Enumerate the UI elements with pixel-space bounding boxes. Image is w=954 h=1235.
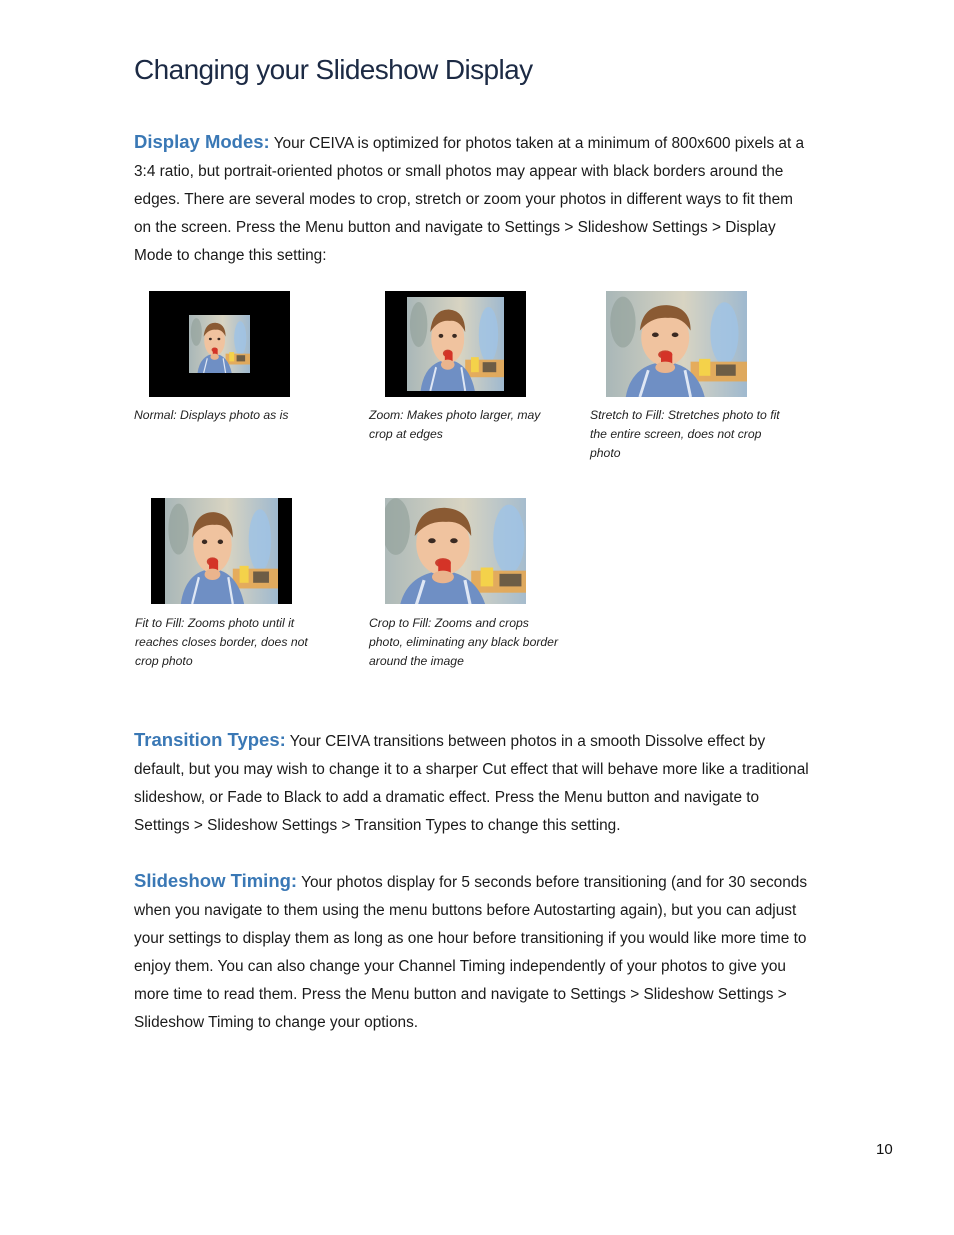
display-modes-heading: Display Modes: xyxy=(134,131,270,152)
figure-fit-mode xyxy=(151,498,292,604)
caption-fit-mode: Fit to Fill: Zooms photo until it reaches closes border, does not crop photo xyxy=(135,616,308,668)
figure-zoom-mode xyxy=(385,291,526,397)
caption-zoom-mode: Zoom: Makes photo larger, may crop at edges xyxy=(369,408,541,441)
slideshow-timing-text: Your photos display for 5 seconds before transitioning (and for 30 seconds when you navigate to them using the menu buttons before Autostarting again), but you can adjust your settings to display them as long as one hour before transitioning if you would like more time to enjoy them. You can also change your Channel Timing independently of your photos to give you more time to read them. Press the Menu button and navigate to Settings > Slideshow Settings > Slideshow Timing to change your options. xyxy=(134,874,808,1031)
transition-types-paragraph xyxy=(134,726,810,840)
photo-stretch-mode xyxy=(606,291,747,397)
slideshow-timing-heading: Slideshow Timing: xyxy=(134,870,298,891)
page-title: Changing your Slideshow Display xyxy=(134,54,533,85)
photo-fit-mode xyxy=(151,498,292,604)
caption-stretch-mode: Stretch to Fill: Stretches photo to fit the entire screen, does not crop photo xyxy=(590,408,780,460)
caption-crop-mode: Crop to Fill: Zooms and crops photo, eliminating any black border around the image xyxy=(369,616,559,668)
photo-crop-mode xyxy=(385,498,526,604)
figure-crop-mode xyxy=(385,498,526,604)
display-modes-paragraph xyxy=(134,128,810,270)
photo-zoom-mode xyxy=(385,291,526,397)
page-number: 10 xyxy=(876,1141,893,1158)
caption-normal-mode: Normal: Displays photo as is xyxy=(134,408,289,422)
display-modes-text: Your CEIVA is optimized for photos taken at a minimum of 800x600 pixels at a 3:4 ratio, but portrait-oriented photos or small photos may appear with black borders around the edges. There are several modes to crop, stretch or zoom your photos in different ways to fit them on the screen. Press the Menu button and navigate to Settings > Slideshow Settings > Display Mode to change this setting: xyxy=(134,135,805,264)
transition-types-heading: Transition Types: xyxy=(134,729,286,750)
figure-stretch-mode xyxy=(606,291,747,397)
photo-normal-mode xyxy=(149,291,290,397)
transition-types-text: Your CEIVA transitions between photos in a smooth Dissolve effect by default, but you may wish to change it to a sharper Cut effect that will behave more like a traditional slideshow, or Fade to Black to add a dramatic effect. Press the Menu button and navigate to Settings > Slideshow Settings > Transition Types to change this setting. xyxy=(134,733,809,834)
figure-normal-mode xyxy=(149,291,290,397)
slideshow-timing-paragraph xyxy=(134,867,810,1037)
